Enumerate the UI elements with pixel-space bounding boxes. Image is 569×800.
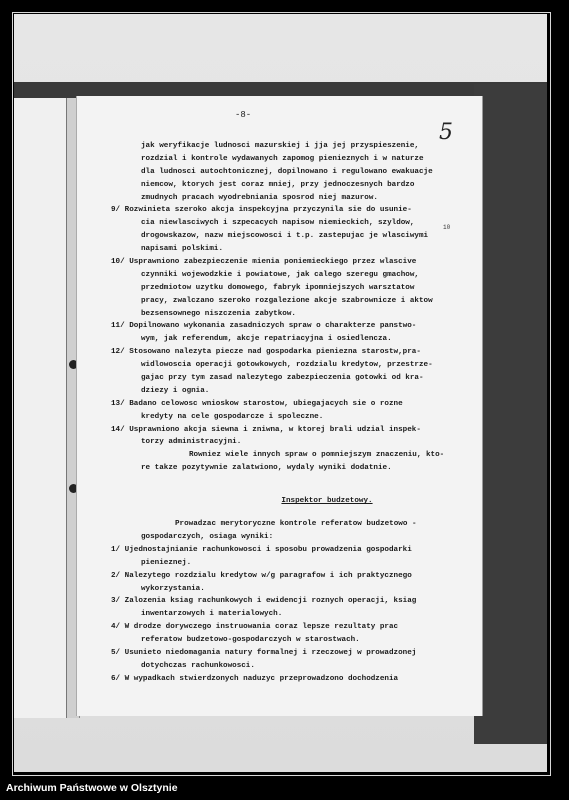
text-line: czynniki wojewodzkie i powiatowe, jak calego szeregu gmachow, <box>141 270 419 279</box>
handwritten-page-number: 5 <box>439 120 453 145</box>
text-line: dotychczas rachunkowosci. <box>141 661 255 670</box>
text-line: 14/ Usprawniono akcja siewna i zniwna, w ktorej brali udzial inspek- <box>111 425 421 434</box>
text-line: 9/ Rozwinieta szeroko akcja inspekcyjna przyczynila sie do usunie- <box>111 206 412 215</box>
dark-background-right <box>474 84 547 744</box>
text-line: 1/ Ujednostajnianie rachunkowosci i sposobu prowadzenia gospodarki <box>111 545 412 554</box>
text-line: 4/ W drodze dorywczego instruowania coraz lepsze rezultaty prac <box>111 623 399 632</box>
spacer <box>117 508 477 518</box>
text-line: zmudnych pracach wyodrebniania sposrod niej mazurow. <box>141 193 378 202</box>
text-line: napisami polskimi. <box>141 245 224 254</box>
text-line: 12/ Stosowano nalezyta piecze nad gospodarka pieniezna starostw,pra- <box>111 348 421 357</box>
scanned-image <box>14 14 547 772</box>
text-line: cia niewlasciwych i szpecacych napisow niemieckich, szyldow, <box>141 219 415 228</box>
text-line: kredyty na cele gospodarcze i spoleczne. <box>141 412 324 421</box>
text-line: wykorzystania. <box>141 584 205 593</box>
text-line: 13/ Badano celowosc wnioskow starostow, ubiegajacych sie o rozne <box>111 399 403 408</box>
text-line: pienieznej. <box>141 558 192 567</box>
text-line: rozdzial i kontrole wydawanych zapomog pienieznych i w naturze <box>141 154 424 163</box>
page-marker: -8- <box>235 110 252 120</box>
text-line: 2/ Nalezytego rozdzialu kredytow w/g paragrafow i ich praktycznego <box>111 571 412 580</box>
text-line: re takze pozytywnie zalatwiono, wydaly wyniki dodatnie. <box>141 464 392 473</box>
text-line: niemcow, ktorych jest coraz mniej, przy jednoczesnych bardzo <box>141 180 415 189</box>
text-line: jak weryfikacje ludnosci mazurskiej i jja jej przyspieszenie, <box>141 142 419 150</box>
text-line: przedmiotow uzytku domowego, fabryk ipomniejszych warsztatow <box>141 283 415 292</box>
text-line: 10/ Usprawniono zabezpieczenie mienia poniemieckiego przez wlascive <box>111 258 417 267</box>
text-line: gajac przy tym zasad nalezytego zabezpieczenia gotowki od kra- <box>141 374 424 383</box>
text-section-top <box>111 140 477 475</box>
text-line: bezsensownego niszczenia zabytkow. <box>141 309 296 318</box>
text-line: inwentarzowych i materialowych. <box>141 610 283 619</box>
text-line: dla ludnosci autochtonicznej, dopilnowano i regulowano ewakuacje <box>141 167 433 176</box>
text-section-bottom <box>111 518 477 686</box>
section-heading: Inspektor budzetowy. <box>281 497 373 506</box>
text-line: referatow budzetowo-gospodarczych w starostwach. <box>141 636 360 645</box>
text-line: pracy, zwalczano szeroko rozgalezione akcje szabrownicze i aktow <box>141 296 433 305</box>
text-line: torzy administracyjni. <box>141 438 242 447</box>
text-line: 5/ Usunieto niedomagania natury formalnej i rzeczowej w prowadzonej <box>111 648 417 657</box>
document-page <box>76 96 482 716</box>
text-line: dziezy i ognia. <box>141 386 210 395</box>
text-line: gospodarczych, osiaga wyniki: <box>141 532 274 541</box>
text-line: 11/ Dopilnowano wykonania zasadniczych spraw o charakterze panstwo- <box>111 322 417 331</box>
text-line: 6/ W wypadkach stwierdzonych naduzyc przeprowadzono dochodzenia <box>111 674 399 683</box>
typed-text-body <box>111 140 477 686</box>
text-line: widlowoscia operacji gotowkowych, rozdzialu kredytow, przestrze- <box>141 361 433 370</box>
margin-note: 10 <box>443 224 451 231</box>
binder-left-page <box>14 98 80 718</box>
text-line: 3/ Zalozenia ksiag rachunkowych i ewidencji roznych operacji, ksiag <box>111 597 417 606</box>
text-line: wym, jak referendum, akcje repatriacyjna i osiedlencza. <box>141 335 392 344</box>
archive-footer <box>0 778 569 800</box>
text-line: Prowadzac merytoryczne kontrole referatow budzetowo - <box>175 520 417 529</box>
archive-label: Archiwum Państwowe w Olsztynie <box>6 782 178 794</box>
text-line: drogowskazow, nazw miejscowosci i t.p. zastepujac je wlasciwymi <box>141 232 429 241</box>
text-line: Rowniez wiele innych spraw o pomniejszym znaczeniu, kto- <box>189 451 445 460</box>
spacer <box>117 475 477 495</box>
